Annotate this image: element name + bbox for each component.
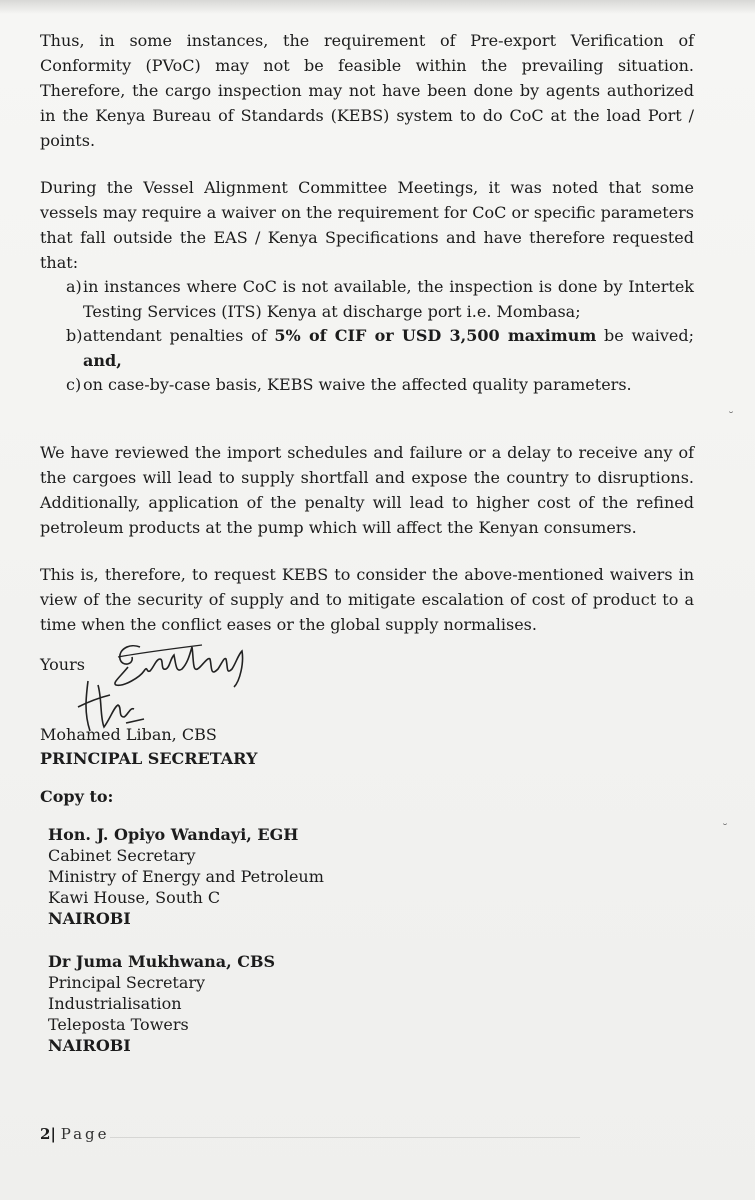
signer-details — [40, 723, 257, 771]
request-text: attendant penalties of — [83, 326, 275, 345]
recipient-name: Dr Juma Mukhwana, CBS — [48, 951, 276, 971]
signer-name: Mohamed Liban, CBS — [40, 724, 217, 744]
page-number: 2 — [40, 1125, 51, 1143]
copy-to-heading: Copy to: — [40, 786, 114, 806]
recipient-line: Industrialisation — [48, 993, 182, 1013]
paragraph-request: This is, therefore, to request KEBS to consider the above-mentioned waivers in view of the security of supply and to mitigate escalation of cost of product to a time when the conflict eases or the global supply normalises. — [40, 564, 694, 634]
closing-yours: Yours — [40, 654, 85, 674]
recipient-line: Principal Secretary — [48, 972, 206, 992]
recipient-line: Ministry of Energy and Petroleum — [48, 866, 324, 886]
request-text: on case-by-case basis, KEBS waive the affected quality parameters. — [83, 375, 632, 394]
page-footer — [40, 1125, 110, 1143]
paragraph-vessel-committee: During the Vessel Alignment Committee Meetings, it was noted that some vessels may require a waiver on the requirement for CoC or specific parameters that fall outside the EAS / Kenya Specifications and have therefore requested that: — [40, 178, 694, 272]
page-separator: | — [50, 1125, 56, 1143]
recipient-city: NAIROBI — [48, 908, 131, 928]
request-list — [40, 275, 694, 398]
signer-title: PRINCIPAL SECRETARY — [40, 748, 258, 768]
request-text: in instances where CoC is not available, the inspection is done by Intertek Testing Services (ITS) Kenya at discharge port i.e. Mombasa; — [83, 277, 694, 321]
recipient-city: NAIROBI — [48, 1035, 131, 1055]
request-item-a — [40, 275, 694, 324]
request-text: be waived; — [596, 326, 695, 345]
footer-rule — [110, 1137, 580, 1138]
recipient-line: Teleposta Towers — [48, 1014, 189, 1034]
paragraph-pvoc: Thus, in some instances, the requirement of Pre-export Verification of Conformity (PVoC) may not be feasible within the prevailing situation. Therefore, the cargo inspection may not have been done by agents authorized in the Kenya Bureau of Standards (KEBS) system to do CoC at the load Port / points. — [40, 31, 694, 150]
top-edge-shadow — [0, 0, 755, 14]
request-item-c — [40, 373, 694, 398]
signature-block — [40, 645, 694, 773]
scan-speck: ˘ — [722, 822, 728, 836]
recipient-line: Kawi House, South C — [48, 887, 221, 907]
list-marker: b) — [66, 326, 83, 345]
list-marker: a) — [66, 277, 82, 296]
paragraph-review: We have reviewed the import schedules and failure or a delay to receive any of the cargoes will lead to supply shortfall and expose the country to disruptions. Additionally, application of the penalty will lead to higher cost of the refined petroleum products at the pump which will affect the Kenyan consumers. — [40, 442, 694, 537]
recipient-address-1 — [48, 824, 694, 929]
request-item-b — [40, 324, 694, 373]
recipient-address-2 — [48, 951, 694, 1056]
recipient-line: Cabinet Secretary — [48, 845, 196, 865]
page-label: Page — [60, 1125, 110, 1143]
list-marker: c) — [66, 375, 82, 394]
scan-speck: ˘ — [728, 410, 734, 424]
conjunction: and, — [83, 350, 122, 370]
recipient-name: Hon. J. Opiyo Wandayi, EGH — [48, 824, 299, 844]
letter-body — [40, 28, 694, 1078]
penalty-amount: 5% of CIF or USD 3,500 maximum — [274, 326, 597, 345]
